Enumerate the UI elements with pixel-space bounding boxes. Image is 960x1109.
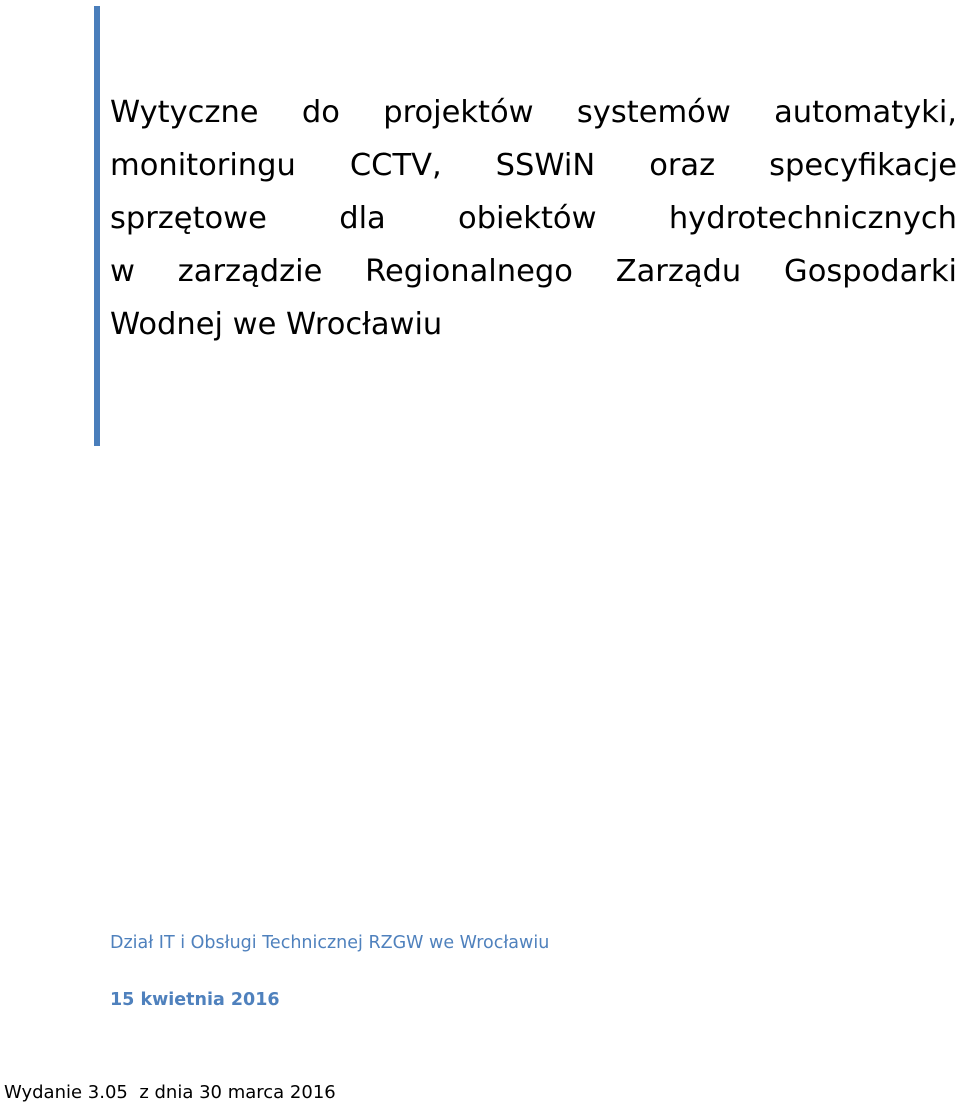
cover-accent-bar bbox=[94, 6, 100, 446]
title-line-3: sprzętowe dla obiektów hydrotechnicznych bbox=[110, 201, 957, 236]
title-line-5: Wodnej we Wrocławiu bbox=[110, 307, 443, 342]
document-title bbox=[110, 86, 957, 351]
title-line-4: w zarządzie Regionalnego Zarządu Gospodarki bbox=[110, 254, 957, 289]
title-line-1: Wytyczne do projektów systemów automatyki, bbox=[110, 95, 957, 130]
document-date: 15 kwietnia 2016 bbox=[110, 990, 280, 1010]
department-name: Dział IT i Obsługi Technicznej RZGW we Wrocławiu bbox=[110, 933, 550, 953]
title-line-2: monitoringu CCTV, SSWiN oraz specyfikacje bbox=[110, 148, 957, 183]
edition-footer: Wydanie 3.05 z dnia 30 marca 2016 bbox=[4, 1082, 336, 1103]
